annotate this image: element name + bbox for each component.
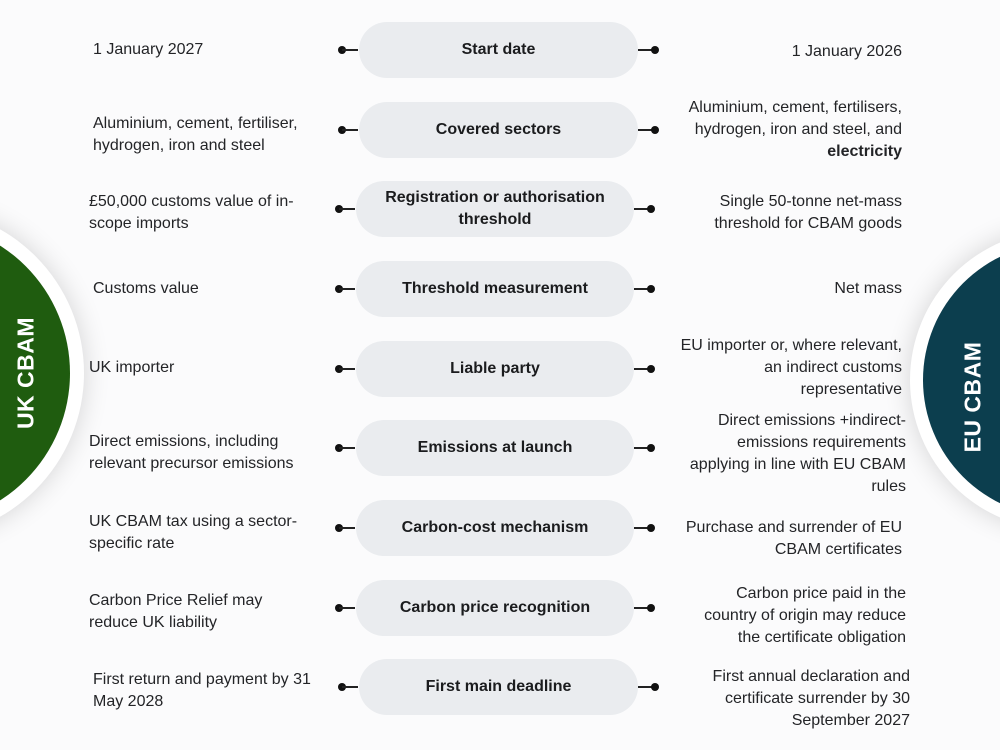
connector-line-left [339, 208, 355, 210]
connector-dot-right [651, 683, 659, 691]
connector-line-left [339, 368, 355, 370]
uk-value: First return and payment by 31 May 2028 [93, 671, 311, 710]
category-pill: Start date [359, 22, 638, 78]
uk-value: Customs value [93, 280, 199, 297]
connector-line-left [342, 686, 358, 688]
eu-value: 1 January 2026 [791, 43, 902, 60]
category-pill: Registration or authorisation threshold [356, 181, 634, 237]
connector-line-left [339, 288, 355, 290]
category-pill: Liable party [356, 341, 634, 397]
eu-cbam-label: EU CBAM [959, 341, 986, 453]
category-pill: Threshold measurement [356, 261, 634, 317]
eu-value: Single 50-tonne net-mass threshold for CBAM goods [714, 193, 902, 232]
connector-line-left [342, 49, 358, 51]
uk-value: £50,000 customs value of in-scope imports [89, 193, 294, 232]
uk-value: UK CBAM tax using a sector-specific rate [89, 513, 298, 552]
eu-value [676, 97, 902, 163]
uk-value: UK importer [89, 359, 175, 376]
category-pill: Carbon-cost mechanism [356, 500, 634, 556]
eu-cbam-circle [910, 230, 1000, 530]
connector-line-left [339, 447, 355, 449]
eu-value: Direct emissions +indirect-emissions requirements applying in line with EU CBAM rules [689, 412, 906, 495]
connector-dot-right [647, 285, 655, 293]
category-pill: Emissions at launch [356, 420, 634, 476]
uk-value: 1 January 2027 [93, 41, 204, 58]
eu-value: EU importer or, where relevant, an indirect customs representative [680, 337, 902, 398]
connector-line-left [339, 607, 355, 609]
eu-value-text: Aluminium, cement, fertilisers, hydrogen, iron and steel, and [688, 99, 902, 138]
eu-value: Net mass [834, 280, 902, 297]
category-pill: Covered sectors [359, 102, 638, 158]
connector-dot-right [647, 444, 655, 452]
category-pill: First main deadline [359, 659, 638, 715]
connector-dot-right [647, 365, 655, 373]
eu-value: Purchase and surrender of EU CBAM certificates [685, 519, 902, 558]
connector-dot-right [647, 524, 655, 532]
connector-dot-right [651, 46, 659, 54]
uk-value: Carbon Price Relief may reduce UK liability [89, 592, 263, 631]
uk-value: Direct emissions, including relevant precursor emissions [89, 433, 294, 472]
uk-cbam-label: UK CBAM [12, 316, 39, 430]
connector-dot-right [647, 205, 655, 213]
connector-dot-right [651, 126, 659, 134]
eu-value: Carbon price paid in the country of origin may reduce the certificate obligation [704, 585, 906, 646]
uk-value: Aluminium, cement, fertiliser, hydrogen, iron and steel [93, 115, 298, 154]
category-pill: Carbon price recognition [356, 580, 634, 636]
eu-value: First annual declaration and certificate surrender by 30 September 2027 [712, 668, 910, 729]
connector-line-left [342, 129, 358, 131]
connector-dot-right [647, 604, 655, 612]
connector-line-left [339, 527, 355, 529]
eu-value-bold: electricity [827, 143, 902, 160]
